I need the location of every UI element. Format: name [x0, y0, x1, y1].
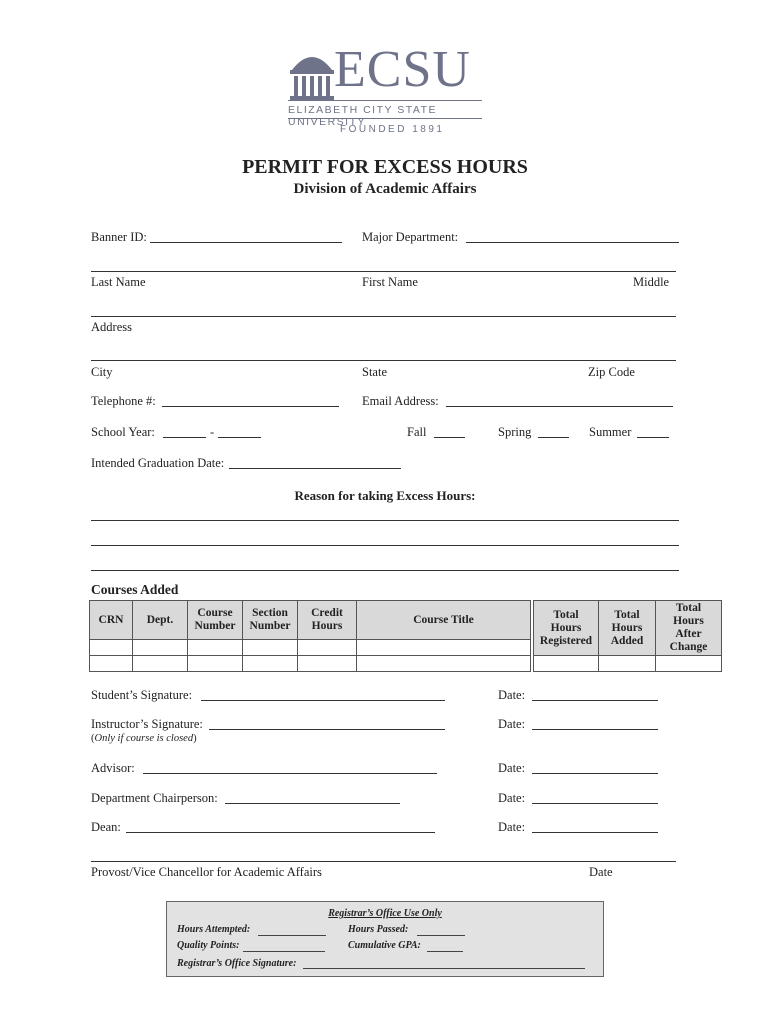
registrar-box: [166, 901, 604, 977]
school-year-label: School Year:: [91, 425, 155, 439]
major-department-label: Major Department:: [362, 230, 459, 244]
student-date-field[interactable]: [532, 700, 658, 701]
instructor-signature-field[interactable]: [209, 729, 445, 730]
col-total-after-change: [656, 601, 722, 656]
cell-credit-hours-2[interactable]: [298, 656, 357, 672]
chair-signature-field[interactable]: [225, 803, 400, 804]
quality-points-field[interactable]: [243, 951, 325, 952]
zip-label: Zip Code: [588, 365, 635, 379]
name-field[interactable]: [91, 271, 676, 272]
col-dept: Dept.: [133, 601, 188, 640]
cell-section-number-1[interactable]: [243, 640, 298, 656]
school-year-end-field[interactable]: [218, 437, 261, 438]
banner-id-field[interactable]: [150, 242, 342, 243]
quality-points-label: Quality Points:: [177, 940, 240, 951]
spring-field[interactable]: [538, 437, 569, 438]
school-year-separator: -: [210, 425, 215, 439]
dean-label: Dean:: [91, 820, 121, 834]
reason-line-2[interactable]: [91, 545, 679, 546]
summary-table: [533, 600, 722, 672]
cell-course-title-1[interactable]: [357, 640, 531, 656]
chair-label: Department Chairperson:: [91, 791, 218, 805]
middle-name-label: Middle: [633, 275, 670, 289]
col-total-after-change-label: Total Hours After Change: [669, 602, 708, 653]
col-credit-hours-label: Credit Hours: [311, 607, 343, 632]
cell-section-number-2[interactable]: [243, 656, 298, 672]
fall-label: Fall: [407, 425, 427, 439]
first-name-label: First Name: [362, 275, 418, 289]
graduation-date-label: Intended Graduation Date:: [91, 456, 225, 470]
city-state-zip-field[interactable]: [91, 360, 676, 361]
address-label: Address: [91, 320, 132, 334]
advisor-signature-field[interactable]: [143, 773, 437, 774]
page-subtitle: Division of Academic Affairs: [293, 181, 477, 197]
banner-id-label: Banner ID:: [91, 230, 147, 244]
col-total-registered: [534, 601, 599, 656]
provost-label: Provost/Vice Chancellor for Academic Affairs: [91, 865, 322, 879]
cell-total-after-change[interactable]: [656, 656, 722, 672]
instructor-note-open: (: [91, 733, 95, 744]
cell-course-title-2[interactable]: [357, 656, 531, 672]
registrar-signature-label: Registrar’s Office Signature:: [177, 958, 297, 969]
col-course-number-label: Course Number: [194, 607, 236, 632]
dean-date-field[interactable]: [532, 832, 658, 833]
ecsu-logo: [288, 41, 488, 136]
instructor-note-text: Only if course is closed: [94, 733, 194, 744]
instructor-note-close: ): [193, 733, 197, 744]
registrar-signature-field[interactable]: [303, 968, 585, 969]
reason-line-3[interactable]: [91, 570, 679, 571]
dean-signature-field[interactable]: [126, 832, 435, 833]
building-icon: [290, 48, 334, 104]
registrar-title: Registrar’s Office Use Only: [328, 908, 442, 919]
telephone-field[interactable]: [162, 406, 339, 407]
cell-dept-2[interactable]: [133, 656, 188, 672]
provost-signature-field[interactable]: [91, 861, 676, 862]
courses-heading: Courses Added: [91, 582, 179, 597]
cumulative-gpa-label: Cumulative GPA:: [348, 940, 421, 951]
col-total-registered-label: Total Hours Registered: [539, 608, 593, 647]
student-signature-label: Student’s Signature:: [91, 688, 193, 702]
reason-line-1[interactable]: [91, 520, 679, 521]
state-label: State: [362, 365, 387, 379]
student-signature-field[interactable]: [201, 700, 445, 701]
courses-table: [89, 600, 531, 672]
col-credit-hours: [298, 601, 357, 640]
advisor-date-label: Date:: [498, 761, 526, 775]
col-course-number: [188, 601, 243, 640]
cell-dept-1[interactable]: [133, 640, 188, 656]
email-field[interactable]: [446, 406, 673, 407]
hours-attempted-field[interactable]: [258, 935, 326, 936]
fall-field[interactable]: [434, 437, 465, 438]
col-section-number: [243, 601, 298, 640]
last-name-label: Last Name: [91, 275, 146, 289]
hours-attempted-label: Hours Attempted:: [177, 924, 251, 935]
col-total-added-label: Total Hours Added: [610, 608, 644, 647]
instructor-note: [91, 733, 197, 744]
graduation-date-field[interactable]: [229, 468, 401, 469]
instructor-date-label: Date:: [498, 717, 526, 731]
spring-label: Spring: [498, 425, 532, 439]
logo-university: ELIZABETH CITY STATE UNIVERSITY: [288, 104, 438, 128]
city-label: City: [91, 365, 113, 379]
col-total-added: [599, 601, 656, 656]
telephone-label: Telephone #:: [91, 394, 156, 408]
col-course-title: Course Title: [357, 601, 531, 640]
cell-credit-hours-1[interactable]: [298, 640, 357, 656]
logo-founded: FOUNDED 1891: [340, 124, 445, 135]
student-date-label: Date:: [498, 688, 526, 702]
logo-wordmark: ECSU: [334, 41, 471, 98]
advisor-label: Advisor:: [91, 761, 135, 775]
cell-total-registered[interactable]: [534, 656, 599, 672]
page-title: PERMIT FOR EXCESS HOURS: [242, 156, 528, 178]
email-label: Email Address:: [362, 394, 439, 408]
col-crn: CRN: [90, 601, 133, 640]
provost-date-label: Date: [589, 865, 613, 879]
cell-course-number-1[interactable]: [188, 640, 243, 656]
cell-course-number-2[interactable]: [188, 656, 243, 672]
chair-date-field[interactable]: [532, 803, 658, 804]
cell-crn-2[interactable]: [90, 656, 133, 672]
reason-heading: Reason for taking Excess Hours:: [294, 488, 476, 503]
major-department-field[interactable]: [466, 242, 679, 243]
hours-passed-field[interactable]: [417, 935, 465, 936]
school-year-start-field[interactable]: [163, 437, 206, 438]
hours-passed-label: Hours Passed:: [348, 924, 409, 935]
instructor-date-field[interactable]: [532, 729, 658, 730]
chair-date-label: Date:: [498, 791, 526, 805]
summer-field[interactable]: [637, 437, 669, 438]
col-section-number-label: Section Number: [249, 607, 291, 632]
cumulative-gpa-field[interactable]: [427, 951, 463, 952]
instructor-signature-label: Instructor’s Signature:: [91, 717, 203, 731]
cell-total-added[interactable]: [599, 656, 656, 672]
cell-crn-1[interactable]: [90, 640, 133, 656]
dean-date-label: Date:: [498, 820, 526, 834]
summer-label: Summer: [589, 425, 632, 439]
advisor-date-field[interactable]: [532, 773, 658, 774]
address-field[interactable]: [91, 316, 676, 317]
